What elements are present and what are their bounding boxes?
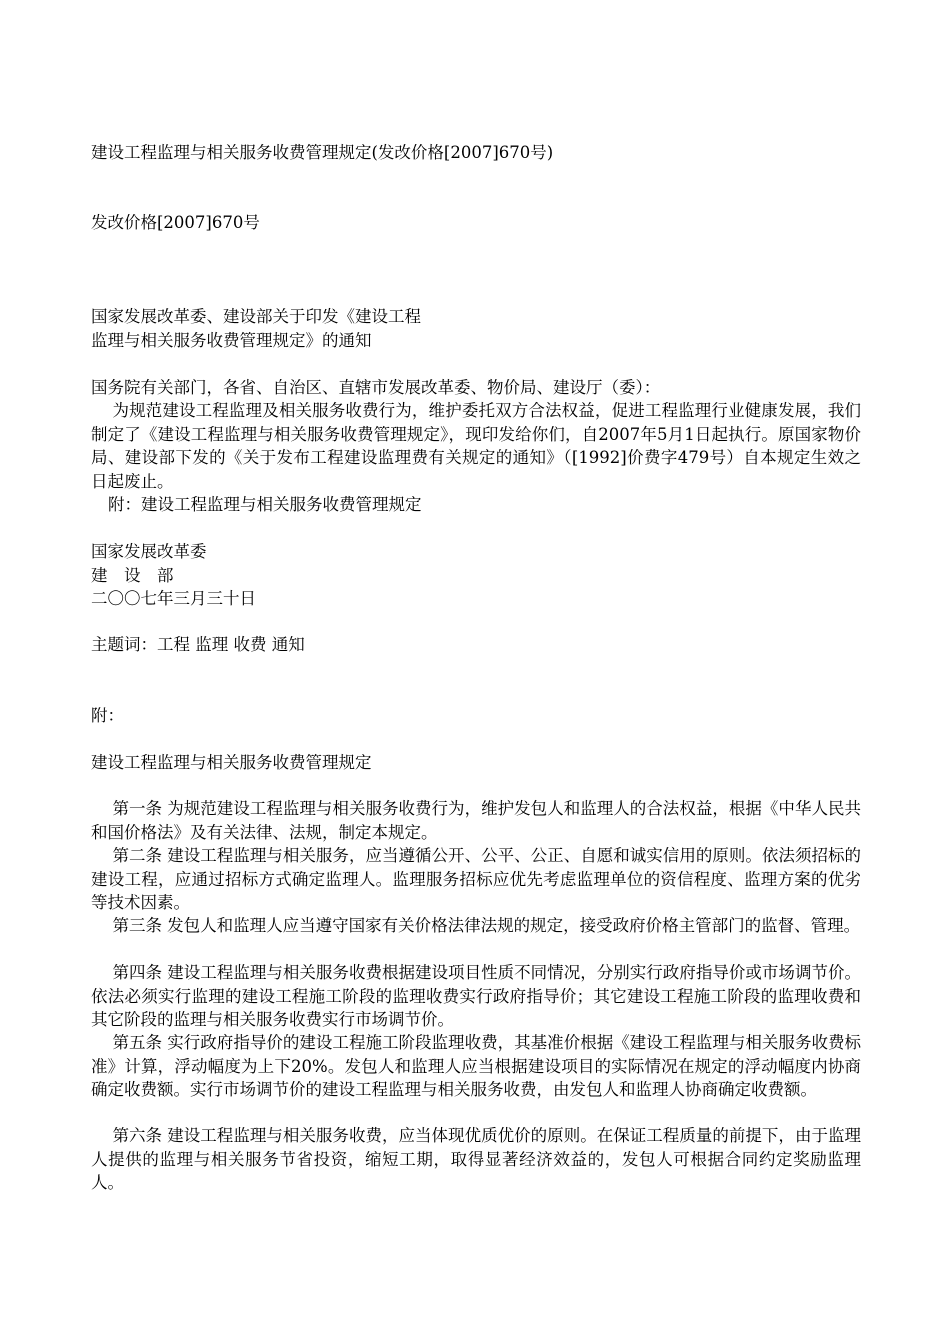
article-2: 第二条 建设工程监理与相关服务，应当遵循公开、公平、公正、自愿和诚实信用的原则。依法须招标的建设工程，应通过招标方式确定监理人。监理服务招标应优先考虑监理单位的资信程度、监理方案的优劣等技术因素。 [91, 846, 861, 912]
document-number: 发改价格[2007]670号 [91, 213, 260, 232]
article-1: 第一条 为规范建设工程监理与相关服务收费行为，维护发包人和监理人的合法权益，根据《中华人民共和国价格法》及有关法律、法规，制定本规定。 [91, 799, 861, 842]
signature-block [91, 540, 256, 611]
article-6: 第六条 建设工程监理与相关服务收费，应当体现优质优价的原则。在保证工程质量的前提下，由于监理人提供的监理与相关服务节省投资，缩短工期，取得显著经济效益的，发包人可根据合同约定奖励监理人。 [91, 1126, 861, 1192]
attachment-note: 附：建设工程监理与相关服务收费管理规定 [108, 495, 422, 514]
notice-title-line-1: 国家发展改革委、建设部关于印发《建设工程 [91, 307, 421, 326]
signature-org-1: 国家发展改革委 [91, 542, 207, 561]
appendix-label: 附： [91, 706, 124, 725]
article-5: 第五条 实行政府指导价的建设工程施工阶段监理收费，其基准价根据《建设工程监理与相关服务收费标准》计算，浮动幅度为上下20%。发包人和监理人应当根据建设项目的实际情况在规定的浮动幅度内协商确定收费额。实行市场调节价的建设工程监理与相关服务收费，由发包人和监理人协商确定收费额。 [91, 1033, 861, 1099]
article-4: 第四条 建设工程监理与相关服务收费根据建设项目性质不同情况，分别实行政府指导价或市场调节价。依法必须实行监理的建设工程施工阶段的监理收费实行政府指导价；其它建设工程施工阶段的监理收费和其它阶段的监理与相关服务收费实行市场调节价。 [91, 963, 861, 1029]
notice-title-line-2: 监理与相关服务收费管理规定》的通知 [91, 330, 372, 350]
intro-paragraph: 为规范建设工程监理及相关服务收费行为，维护委托双方合法权益，促进工程监理行业健康发展，我们制定了《建设工程监理与相关服务收费管理规定》，现印发给你们，自2007年5月1日起执行。原国家物价局、建设部下发的《关于发布工程建设监理费有关规定的通知》（[1992]价费字479号）自本规定生效之日起废止。 [91, 401, 861, 491]
notice-title [91, 305, 421, 352]
article-3: 第三条 发包人和监理人应当遵守国家有关价格法律法规的规定，接受政府价格主管部门的监督、管理。 [112, 916, 861, 935]
signature-date: 二〇〇七年三月三十日 [91, 589, 256, 608]
regulation-title: 建设工程监理与相关服务收费管理规定 [91, 753, 372, 772]
signature-org-2: 建 设 部 [91, 565, 174, 585]
addressee: 国务院有关部门，各省、自治区、直辖市发展改革委、物价局、建设厅（委）： [91, 378, 661, 397]
keywords: 主题词：工程 监理 收费 通知 [91, 635, 305, 654]
document-title: 建设工程监理与相关服务收费管理规定(发改价格[2007]670号) [91, 143, 554, 162]
